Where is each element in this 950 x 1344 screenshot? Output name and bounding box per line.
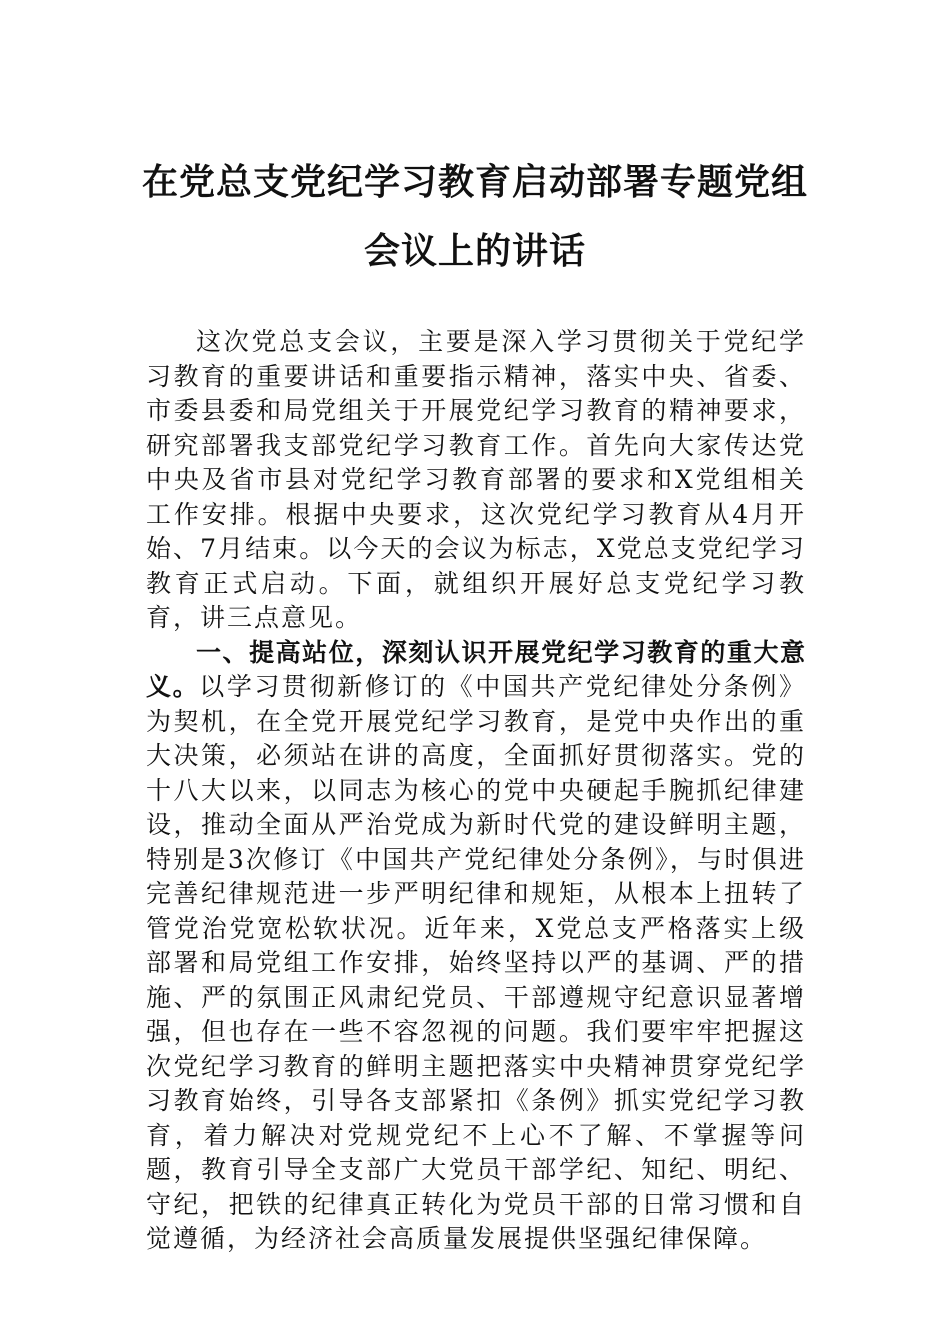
document-title-line-1: 在党总支党纪学习教育启动部署专题党组: [141, 162, 808, 203]
document-title-line-2: 会议上的讲话: [363, 231, 586, 272]
section-1-paragraph: [146, 636, 806, 1257]
intro-paragraph: 这次党总支会议，主要是深入学习贯彻关于党纪学习教育的重要讲话和重要指示精神，落实中央、省委、市委县委和局党组关于开展党纪学习教育的精神要求，研究部署我支部党纪学习教育工作。首先向大家传达党中央及省市县对党纪学习教育部署的要求和X党组相关工作安排。根据中央要求，这次党纪学习教育从4月开始、7月结束。以今天的会议为标志，X党总支党纪学习教育正式启动。下面，就组织开展好总支党纪学习教育，讲三点意见。: [146, 327, 806, 632]
section-1-heading: 一、提高站位，深刻认识开展党纪学习教育的重大意义。: [146, 637, 806, 701]
section-1-body: 以学习贯彻新修订的《中国共产党纪律处分条例》为契机，在全党开展党纪学习教育，是党中央作出的重大决策，必须站在讲的高度，全面抓好贯彻落实。党的十八大以来，以同志为核心的党中央硬起手腕抓纪律建设，推动全面从严治党成为新时代党的建设鲜明主题，特别是3次修订《中国共产党纪律处分条例》，与时俱进完善纪律规范进一步严明纪律和规矩，从根本上扭转了管党治党宽松软状况。近年来，X党总支严格落实上级部署和局党组工作安排，始终坚持以严的基调、严的措施、严的氛围正风肃纪党员、干部遵规守纪意识显著增强，但也存在一些不容忽视的问题。我们要牢牢把握这次党纪学习教育的鲜明主题把落实中央精神贯穿党纪学习教育始终，引导各支部紧扣《条例》抓实党纪学习教育，着力解决对党规党纪不上心不了解、不掌握等问题，教育引导全支部广大党员干部学纪、知纪、明纪、守纪，把铁的纪律真正转化为党员干部的日常习惯和自觉遵循，为经济社会高质量发展提供坚强纪律保障。: [146, 672, 806, 1253]
document-body: [146, 325, 806, 1257]
